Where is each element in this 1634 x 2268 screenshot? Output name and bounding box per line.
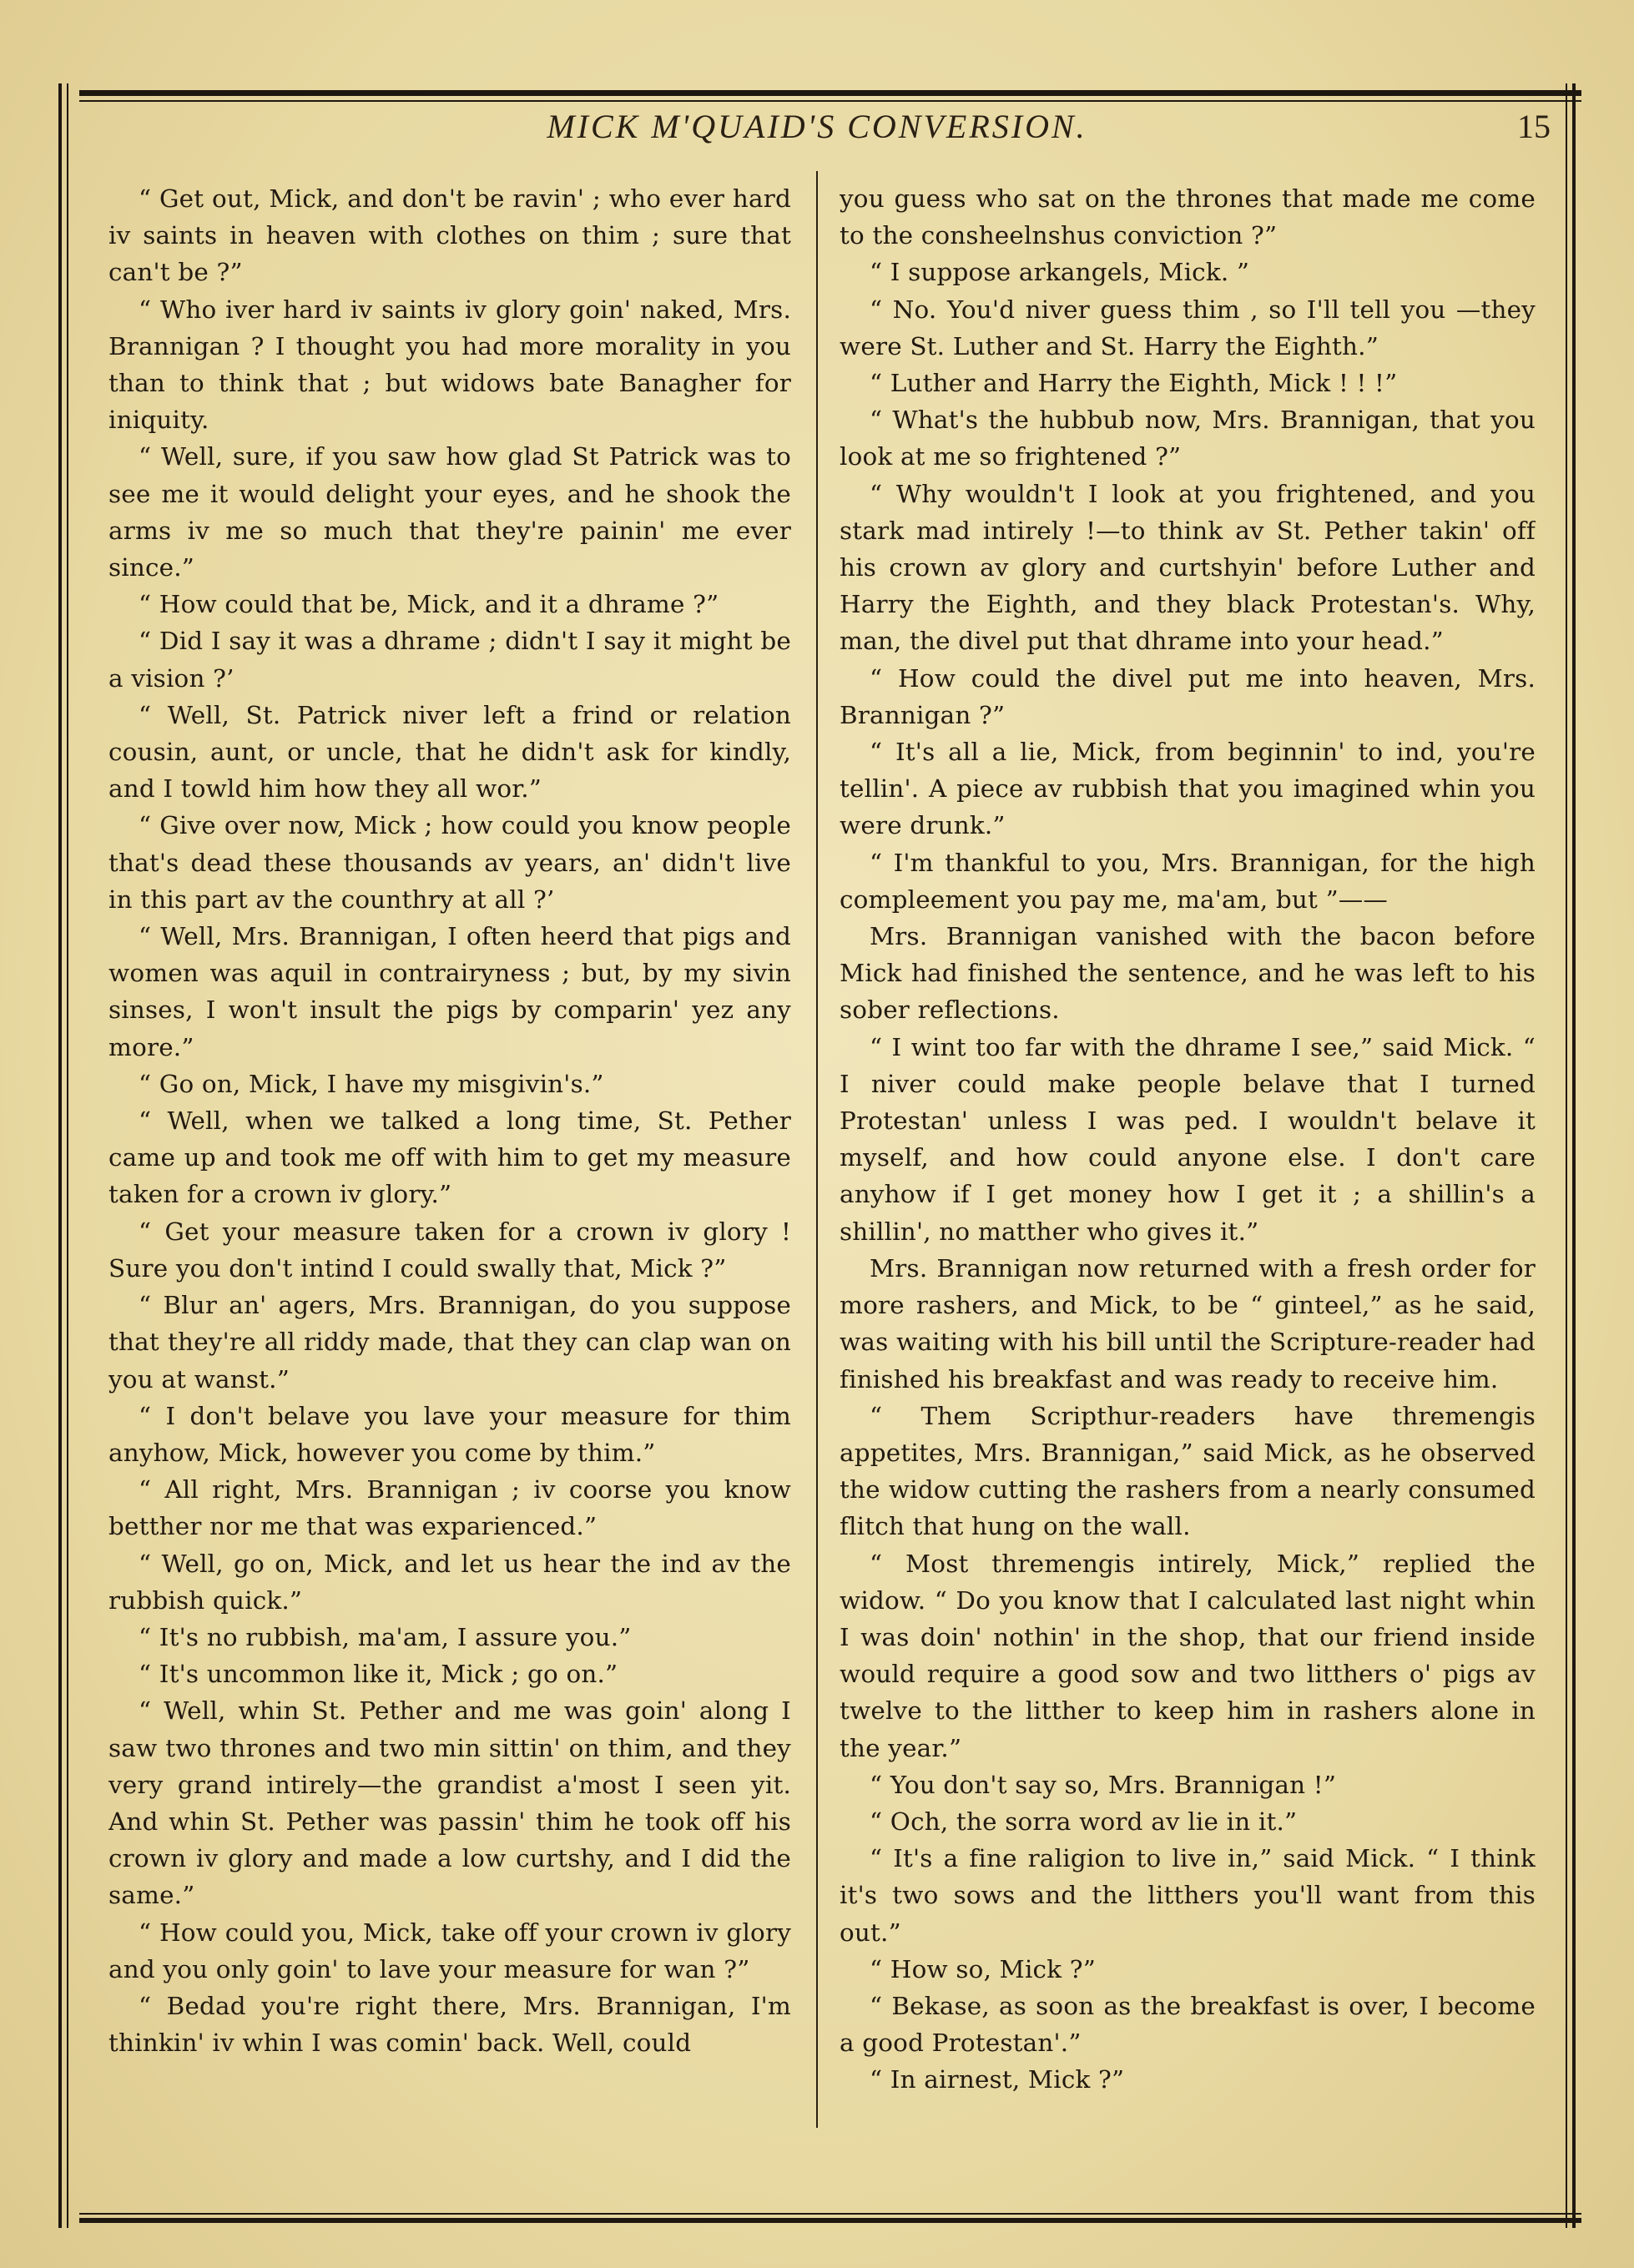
paragraph: “ How could that be, Mick, and it a dhrame ?” [139, 590, 719, 619]
paragraph: “ How could the divel put me into heaven, Mrs. Brannigan ?” [840, 663, 1536, 729]
paragraph: “ What's the hubbub now, Mrs. Brannigan, that you look at me so frightened ?” [840, 406, 1536, 471]
bottom-rule-thin [79, 2213, 1581, 2215]
page-number: 15 [1517, 108, 1551, 145]
paragraph: “ Most thremengis intirely, Mick,” replied the widow. “ Do you know that I calculated last night whin I was doin' nothin' in the shop, that our friend inside would require a good sow and two litthers o' pigs av twelve to the litther to keep him in rashers alone in the year.” [840, 1549, 1536, 1762]
bottom-rule-thick [79, 2218, 1581, 2223]
paragraph: “ In airnest, Mick ?” [870, 2065, 1125, 2094]
paragraph: “ Go on, Mick, I have my misgivin's.” [139, 1069, 604, 1098]
paragraph: “ All right, Mrs. Brannigan ; iv coorse you know betther nor me that was exparienced.” [108, 1475, 791, 1541]
paragraph: “ Well, go on, Mick, and let us hear the ind av the rubbish quick.” [108, 1549, 791, 1615]
paragraph: “ Well, St. Patrick niver left a frind or relation cousin, aunt, or uncle, that he didn't ask for kindly, and I towld him how they all wor.” [108, 700, 791, 804]
left-column [108, 180, 791, 2124]
paragraph: Mrs. Brannigan now returned with a fresh order for more rashers, and Mick, to be “ ginteel,” as he said, was waiting with his bill until the Scripture-reader had finished his breakfast and was ready to receive him. [840, 1253, 1536, 1394]
paragraph: “ I wint too far with the dhrame I see,” said Mick. “ I niver could make people belave that I turned Protestan' unless I was ped. I wouldn't belave it myself, and how could anyone else. I don't care anyhow if I get money how I get it ; a shillin's a shillin', no matther who gives it.” [840, 1032, 1536, 1246]
paragraph: “ Luther and Harry the Eighth, Mick ! ! !” [870, 369, 1398, 398]
running-title: MICK M'QUAID'S CONVERSION. [547, 108, 1087, 145]
paragraph: Mrs. Brannigan vanished with the bacon before Mick had finished the sentence, and he was left to his sober reflections. [840, 922, 1536, 1025]
paragraph: “ How so, Mick ?” [870, 1954, 1096, 1983]
paragraph: “ Did I say it was a dhrame ; didn't I say it might be a vision ?’ [108, 627, 791, 693]
running-header [67, 107, 1567, 157]
paragraph: “ I don't belave you lave your measure for thim anyhow, Mick, however you come by thim.” [108, 1401, 791, 1467]
left-border-inner [67, 83, 68, 2228]
top-rule-thick [79, 90, 1581, 96]
right-column [840, 180, 1536, 2124]
paragraph: “ How could you, Mick, take off your crown iv glory and you only goin' to lave your measure for wan ?” [108, 1918, 791, 1983]
paragraph: “ Blur an' agers, Mrs. Brannigan, do you suppose that they're all riddy made, that they can clap wan on you at wanst.” [108, 1291, 791, 1394]
paragraph: “ Och, the sorra word av lie in it.” [870, 1807, 1298, 1836]
paragraph: “ Well, whin St. Pether and me was goin' along I saw two thrones and two min sittin' on thim, and they very grand intirely—the grandist a'most I seen yit. And whin St. Pether was passin' thim he took off his crown iv glory and made a low curtshy, and I did the same.” [108, 1696, 791, 1910]
paragraph: “ You don't say so, Mrs. Brannigan !” [870, 1770, 1337, 1799]
paragraph: “ It's no rubbish, ma'am, I assure you.” [139, 1622, 632, 1651]
paragraph: “ No. You'd niver guess thim , so I'll tell you —they were St. Luther and St. Harry the Eighth.” [840, 295, 1536, 360]
paragraph: “ Why wouldn't I look at you frightened, and you stark mad intirely !—to think av St. Pether takin' off his crown av glory and curtshyin' before Luther and Harry the Eighth, and they black Protestan's. Why, man, the divel put that dhrame into your head.” [840, 479, 1536, 656]
paragraph: “ Well, when we talked a long time, St. Pether came up and took me off with him to get my measure taken for a crown iv glory.” [108, 1106, 791, 1209]
top-rule-thin [79, 100, 1581, 102]
paragraph: “ It's uncommon like it, Mick ; go on.” [139, 1660, 618, 1689]
paragraph-continued: you guess who sat on the thrones that made me come to the consheelnshus conviction ?” [840, 184, 1536, 250]
paragraph: “ It's all a lie, Mick, from beginnin' to ind, you're tellin'. A piece av rubbish that you imagined whin you were drunk.” [840, 738, 1536, 840]
paragraph: “ Well, sure, if you saw how glad St Patrick was to see me it would delight your eyes, and he shook the arms iv me so much that they're painin' me ever since.” [108, 442, 791, 582]
paragraph: “ Bedad you're right there, Mrs. Brannigan, I'm thinkin' iv whin I was comin' back. Well, could [108, 1991, 791, 2058]
column-separator [816, 171, 818, 2128]
paragraph: “ It's a fine raligion to live in,” said Mick. “ I think it's two sows and the litthers you'll want from this out.” [840, 1844, 1536, 1947]
paragraph: “ Them Scripthur-readers have thremengis appetites, Mrs. Brannigan,” said Mick, as he observed the widow cutting the rashers from a nearly consumed flitch that hung on the wall. [840, 1401, 1536, 1541]
paragraph: “ I'm thankful to you, Mrs. Brannigan, for the high compleement you pay me, ma'am, but ”—— [840, 848, 1536, 914]
paragraph: “ Well, Mrs. Brannigan, I often heerd that pigs and women was aquil in contrairyness ; but, by my sivin sinses, I won't insult the pigs by comparin' yez any more.” [108, 922, 791, 1061]
paragraph: “ Bekase, as soon as the breakfast is over, I become a good Protestan'.” [840, 1991, 1536, 2058]
paragraph: “ Get out, Mick, and don't be ravin' ; who ever hard iv saints in heaven with clothes on thim ; sure that can't be ?” [108, 184, 791, 287]
paragraph: “ I suppose arkangels, Mick. ” [870, 258, 1250, 287]
paragraph: “ Give over now, Mick ; how could you know people that's dead these thousands av years, an' didn't live in this part av the counthry at all ?’ [108, 811, 791, 914]
right-border-inner [1566, 83, 1567, 2228]
paragraph: “ Who iver hard iv saints iv glory goin' naked, Mrs. Brannigan ? I thought you had more morality in you than to think that ; but widows bate Banagher for iniquity. [108, 295, 791, 435]
left-border-outer [58, 83, 62, 2228]
paragraph: “ Get your measure taken for a crown iv glory ! Sure you don't intind I could swally that, Mick ?” [108, 1217, 791, 1283]
right-border-outer [1572, 83, 1576, 2228]
